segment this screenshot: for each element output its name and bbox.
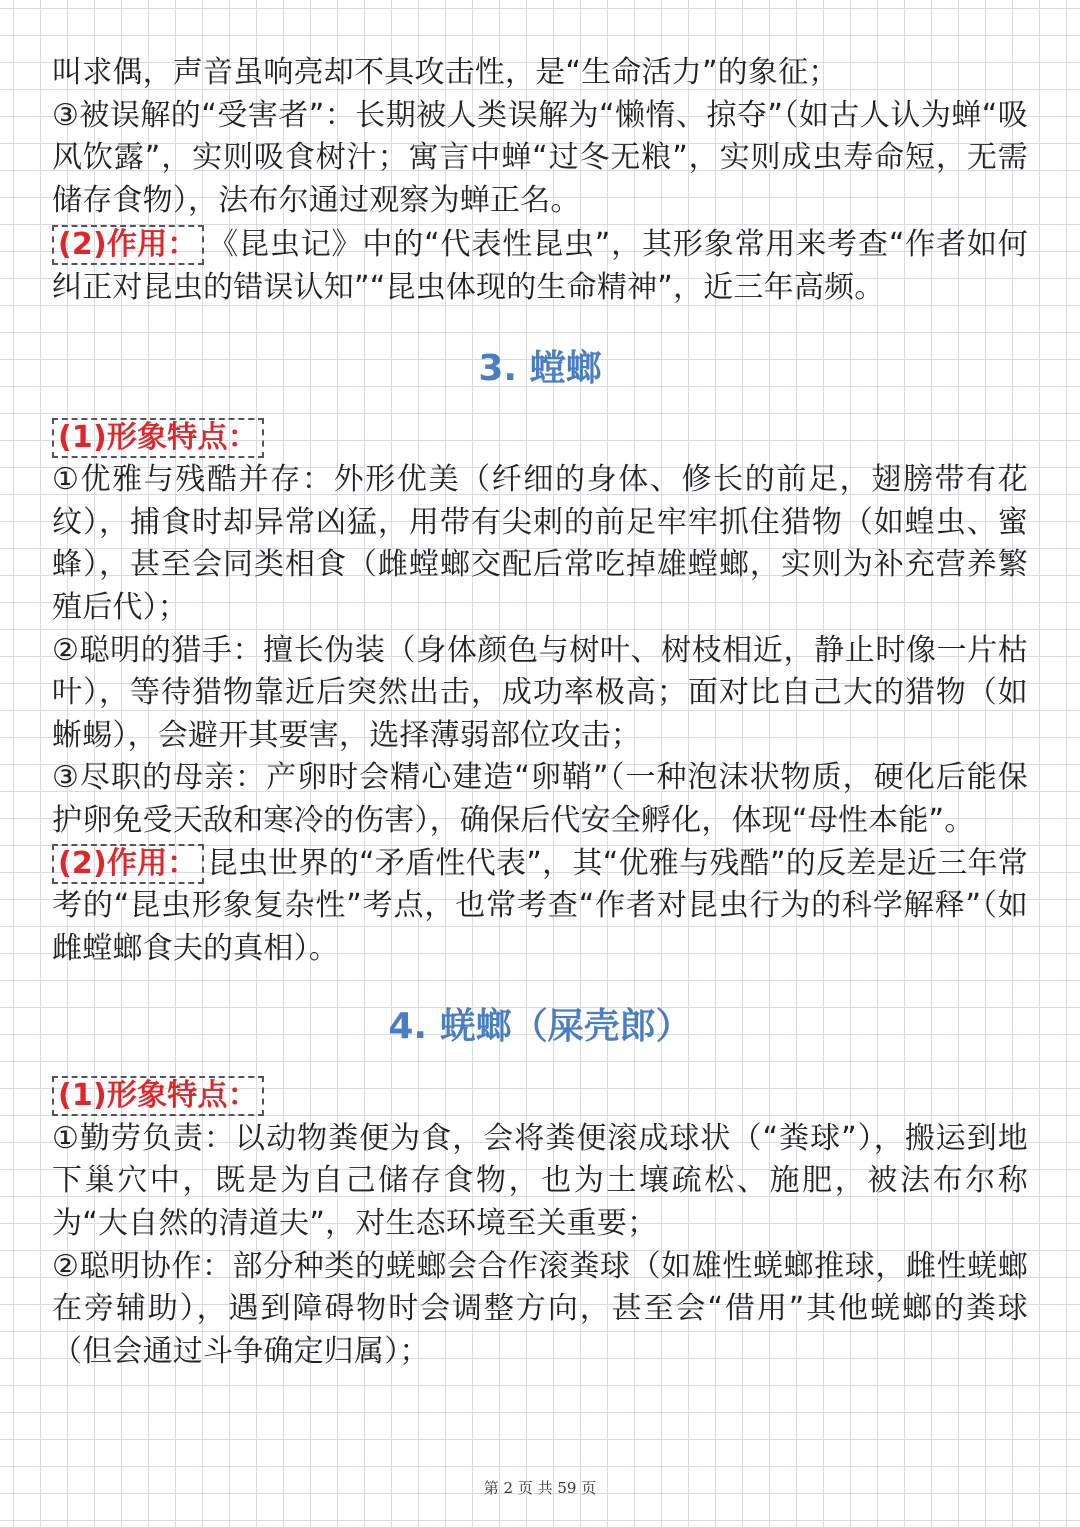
effect-tag: (2)作用： (52, 844, 204, 884)
mantis-features-heading (52, 417, 1028, 460)
effect-tag: (2)作用： (52, 225, 204, 265)
effect-text: 昆虫世界的“矛盾性代表”，其“优雅与残酷”的反差是近三年常考的“昆虫形象复杂性”考点，也常考查“作者对昆虫行为的科学解释”（如雌螳螂食夫的真相）。 (52, 845, 1028, 966)
mantis-item-hunter: ②聪明的猎手：擅长伪装（身体颜色与树叶、树枝相近，静止时像一片枯叶），等待猎物靠近后突然出击，成功率极高；面对比自己大的猎物（如蜥蜴），会避开其要害，选择薄弱部位攻击； (52, 632, 1028, 753)
section-title-dung-beetle: 4. 蜣螂（屎壳郎） (388, 1006, 692, 1048)
cicada-sound-line: 叫求偶，声音虽响亮却不具攻击性，是“生命活力”的象征； (52, 55, 839, 90)
cicada-effect-paragraph (52, 224, 1028, 309)
section-title-mantis: 3. 螳螂 (478, 347, 602, 389)
beetle-features-heading (52, 1075, 1028, 1118)
features-tag: (1)形象特点： (52, 418, 264, 458)
mantis-item-mother: ③尽职的母亲：产卵时会精心建造“卵鞘”（一种泡沫状物质，硬化后能保护卵免受天敌和寒冷的伤害），确保后代安全孵化，体现“母性本能”。 (52, 760, 1028, 838)
mantis-effect-paragraph (52, 843, 1028, 971)
mantis-item-elegant: ①优雅与残酷并存：外形优美（纤细的身体、修长的前足，翅膀带有花纹），捕食时却异常凶猛，用带有尖刺的前足牢牢抓住猎物（如蝗虫、蜜蜂），甚至会同类相食（雌螳螂交配后常吃掉雄螳螂，实则为补充营养繁殖后代）； (52, 462, 1028, 625)
page-number: 第 2 页 共 59 页 (483, 1479, 597, 1497)
effect-text: 《昆虫记》中的“代表性昆虫”，其形象常用来考查“作者如何纠正对昆虫的错误认知”“昆虫体现的生命精神”，近三年高频。 (52, 227, 1028, 305)
cicada-misunderstood-item: ③被误解的“受害者”：长期被人类误解为“懒惰、掠夺”（如古人认为蝉“吸风饮露”，实则吸食树汁；寓言中蝉“过冬无粮”，实则成虫寿命短，无需储存食物），法布尔通过观察为蝉正名。 (52, 97, 1028, 218)
beetle-item-cooperation: ②聪明协作：部分种类的蜣螂会合作滚粪球（如雄性蜣螂推球，雌性蜣螂在旁辅助），遇到障碍物时会调整方向，甚至会“借用”其他蜣螂的粪球（但会通过斗争确定归属）； (52, 1248, 1028, 1369)
beetle-item-diligent: ①勤劳负责：以动物粪便为食，会将粪便滚成球状（“粪球”），搬运到地下巢穴中，既是为自己储存食物，也为土壤疏松、施肥，被法布尔称为“大自然的清道夫”，对生态环境至关重要； (52, 1120, 1028, 1242)
features-tag: (1)形象特点： (52, 1076, 264, 1116)
document-page (52, 52, 1028, 1373)
